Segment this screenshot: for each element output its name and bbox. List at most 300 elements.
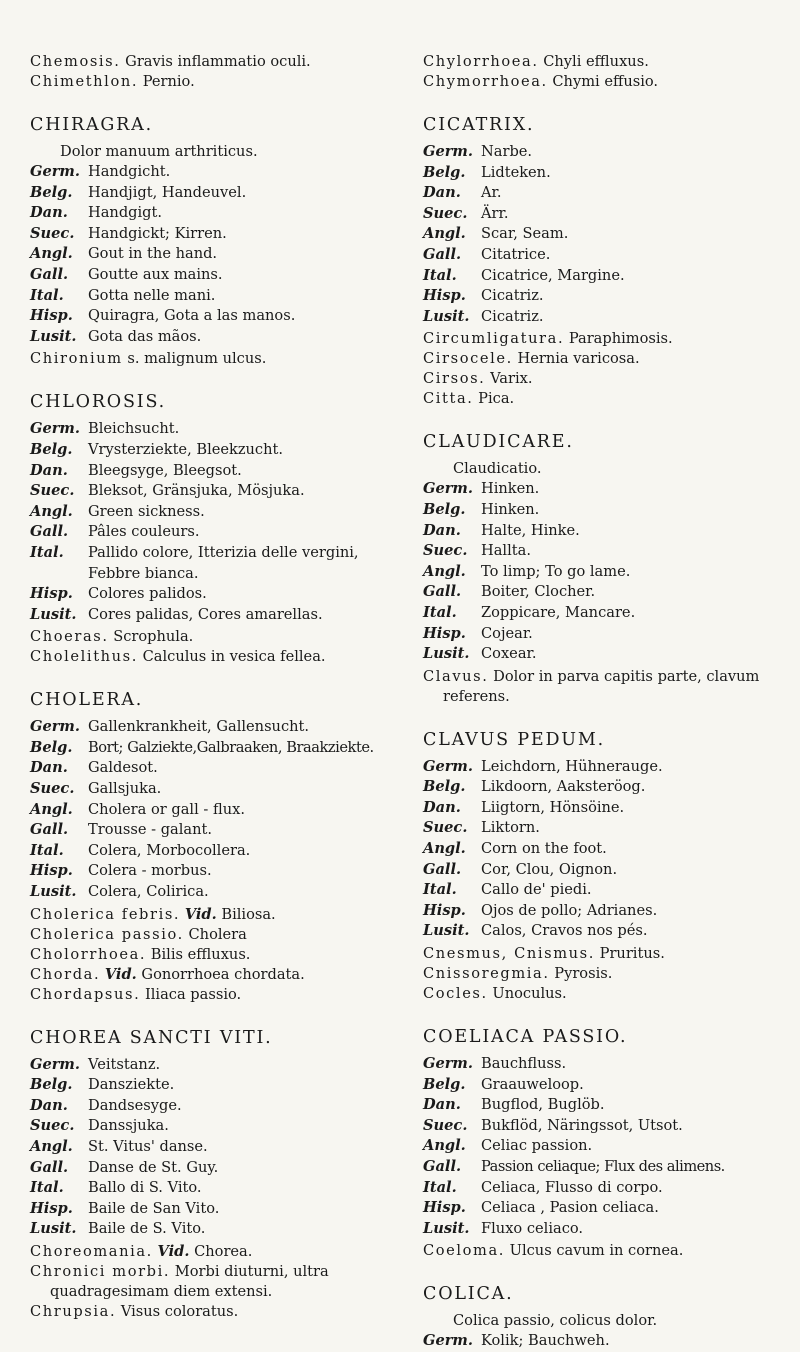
translation-text: Goutte aux mains.	[88, 265, 223, 283]
translation-text: Halte, Hinke.	[481, 521, 580, 539]
translation-text: Danssjuka.	[88, 1117, 169, 1135]
entry-term: Choreomania.	[30, 1242, 153, 1260]
translation-text: Boiter, Clocher.	[481, 583, 596, 601]
translation-row	[30, 584, 398, 605]
entry-definition: Gonorrhoea chordata.	[141, 965, 305, 983]
translation-row	[423, 479, 795, 500]
translation-row	[30, 183, 398, 204]
language-label: Angl.	[30, 245, 73, 263]
translation-row	[30, 1219, 398, 1240]
translation-row	[30, 461, 398, 482]
language-label: Ital.	[423, 881, 457, 899]
translation-text: Gota das mãos.	[88, 327, 202, 345]
entry-definition: Varix.	[490, 370, 533, 388]
entry-term: Citta.	[423, 390, 474, 408]
language-label: Belg.	[423, 163, 466, 181]
section-description: Claudicatio.	[453, 460, 542, 478]
translation-text: Callo de' piedi.	[481, 881, 592, 899]
entry-term: Chimethlon.	[30, 73, 139, 90]
language-label: Gall.	[423, 1158, 462, 1175]
translation-row	[423, 142, 795, 163]
translation-row	[423, 1219, 795, 1240]
translation-list	[423, 1331, 795, 1352]
entry-term: Chemosis.	[30, 53, 121, 70]
language-label: Gall.	[423, 583, 462, 601]
translation-row	[30, 522, 398, 543]
language-label: Suec.	[423, 204, 468, 222]
translation-row	[423, 500, 795, 521]
translation-text: Colera, Morbocollera.	[88, 841, 251, 859]
translation-text: Dandsesyge.	[88, 1096, 182, 1114]
language-label: Ital.	[30, 1179, 64, 1197]
translation-row	[30, 1096, 398, 1117]
translation-row	[30, 779, 398, 800]
translation-row	[30, 841, 398, 862]
entry-definition: Chorea.	[194, 1242, 253, 1260]
language-label: Angl.	[423, 840, 466, 858]
language-label: Germ.	[423, 480, 473, 498]
translation-row	[30, 820, 398, 841]
entry-line	[30, 72, 398, 92]
entry-definition: Calculus in vesica fellea.	[142, 648, 326, 666]
language-label: Suec.	[423, 1116, 468, 1134]
section-heading-coeliaca-passio: COELIACA PASSIO.	[423, 1027, 628, 1048]
translation-row	[30, 224, 398, 245]
translation-text: Pallido colore, Itterizia delle vergini, Febbre bianca.	[88, 543, 359, 582]
language-label: Suec.	[30, 224, 75, 242]
see-reference: Vid.	[104, 965, 137, 983]
translation-row	[423, 818, 795, 839]
translation-text: Bleegsyge, Bleegsot.	[88, 461, 242, 479]
see-reference: Vid.	[157, 1242, 190, 1260]
translation-text: Handgickt; Kirren.	[88, 224, 227, 242]
entry-term: Chylorrhoea.	[423, 53, 539, 70]
translation-text: Handgicht.	[88, 163, 171, 180]
language-label: Gall.	[30, 1158, 69, 1176]
translation-text: Lidteken.	[481, 163, 551, 181]
entry-term: Cholerica febris.	[30, 905, 181, 923]
entry-line	[30, 965, 398, 985]
translation-text: Cicatriz.	[481, 287, 544, 305]
translation-list	[423, 142, 795, 327]
section-heading-colica: COLICA.	[423, 1284, 514, 1305]
entry-definition: Ulcus cavum in cornea.	[509, 1242, 684, 1260]
entry-definition: Cholera	[188, 925, 247, 943]
translation-row	[423, 204, 795, 225]
entry-line	[30, 945, 398, 965]
translation-row	[423, 880, 795, 901]
entry-line	[30, 925, 398, 945]
translation-row	[30, 800, 398, 821]
entry-definition: Dolor in parva capitis parte, clavum referens.	[443, 667, 760, 705]
translation-row	[423, 521, 795, 542]
entry-term: Clavus.	[423, 667, 489, 685]
language-label: Germ.	[30, 718, 80, 736]
translation-text: Cor, Clou, Oignon.	[481, 860, 618, 878]
translation-list	[30, 162, 398, 347]
translation-row	[423, 1054, 795, 1075]
translation-text: Handgigt.	[88, 204, 163, 222]
translation-row	[423, 777, 795, 798]
language-label: Dan.	[30, 1096, 68, 1114]
translation-row	[30, 244, 398, 265]
entry-term: Cocles.	[423, 985, 488, 1003]
entry-line	[30, 1242, 398, 1262]
translation-text: Ar.	[481, 184, 502, 202]
language-label: Lusit.	[423, 1219, 470, 1237]
translation-row	[30, 203, 398, 224]
entry-definition: Paraphimosis.	[568, 330, 673, 348]
entry-line	[30, 349, 398, 369]
entry-line	[423, 369, 795, 389]
entry-term: Choeras.	[30, 628, 109, 646]
translation-row	[423, 603, 795, 624]
translation-row	[423, 860, 795, 881]
entry-definition: Pruritus.	[599, 945, 665, 963]
language-label: Suec.	[423, 819, 468, 837]
translation-row	[423, 921, 795, 942]
translation-row	[423, 183, 795, 204]
entry-line	[423, 944, 795, 964]
translation-list	[30, 1055, 398, 1240]
entry-definition: Morbi diuturni, ultra quadragesimam diem extensi.	[50, 1262, 329, 1300]
translation-text: Kolik; Bauchweh.	[481, 1332, 610, 1350]
translation-text: Coxear.	[481, 645, 537, 663]
translation-text: Celiaca, Flusso di corpo.	[481, 1178, 663, 1196]
translation-row	[30, 543, 398, 584]
translation-row	[30, 738, 398, 759]
translation-row	[423, 224, 795, 245]
translation-text: Scar, Seam.	[481, 225, 569, 243]
entry-definition: Visus coloratus.	[120, 1302, 239, 1320]
entry-line	[30, 985, 398, 1005]
entry-term: Coeloma.	[423, 1242, 506, 1260]
translation-text: Gallsjuka.	[88, 780, 162, 798]
translation-text: Quiragra, Gota a las manos.	[88, 307, 296, 325]
translation-row	[30, 502, 398, 523]
translation-text: Ballo di S. Vito.	[88, 1179, 202, 1197]
translation-text: Cicatriz.	[481, 307, 544, 325]
translation-row	[423, 562, 795, 583]
translation-row	[423, 757, 795, 778]
translation-row	[30, 1055, 398, 1076]
entry-term: Cirsocele.	[423, 350, 513, 368]
translation-row	[30, 1158, 398, 1179]
language-label: Ital.	[30, 841, 64, 859]
translation-row	[423, 798, 795, 819]
translation-row	[30, 717, 398, 738]
entry-term: Circumligatura.	[423, 330, 565, 348]
entry-line	[423, 52, 795, 72]
language-label: Ital.	[30, 543, 64, 561]
translation-list	[423, 1054, 795, 1239]
language-label: Germ.	[30, 420, 80, 438]
translation-list	[30, 419, 398, 625]
entry-term: Chymorrhoea.	[423, 73, 548, 90]
translation-row	[30, 419, 398, 440]
translation-row	[30, 1137, 398, 1158]
section-heading-cicatrix: CICATRIX.	[423, 115, 535, 135]
translation-text: Green sickness.	[88, 502, 205, 520]
translation-row	[30, 162, 398, 183]
language-label: Lusit.	[423, 307, 470, 325]
entry-term: Cirsos.	[423, 370, 486, 388]
right-column	[423, 52, 795, 1352]
translation-row	[423, 286, 795, 307]
entry-definition: Pica.	[478, 390, 515, 408]
translation-text: St. Vitus' danse.	[88, 1138, 208, 1155]
translation-text: Galdesot.	[88, 759, 158, 777]
language-label: Suec.	[30, 1117, 75, 1135]
translation-row	[30, 1075, 398, 1096]
language-label: Dan.	[423, 798, 461, 816]
section-heading-cholera: CHOLERA.	[30, 690, 144, 711]
language-label: Angl.	[30, 502, 73, 520]
translation-text: Corn on the foot.	[481, 840, 607, 858]
entry-term: Chordapsus.	[30, 985, 141, 1003]
entry-line	[30, 1302, 398, 1322]
language-label: Hisp.	[423, 901, 466, 919]
entry-term: Cholorrhoea.	[30, 945, 147, 963]
translation-text: Baile de San Vito.	[88, 1199, 220, 1217]
translation-text: Hallta.	[481, 542, 531, 560]
entry-definition: Pernio.	[142, 73, 195, 90]
language-label: Germ.	[423, 143, 473, 160]
entry-term: Cnissoregmia.	[423, 965, 550, 983]
translation-row	[30, 882, 398, 903]
translation-row	[423, 644, 795, 665]
entry-line	[423, 72, 795, 92]
entry-term: Chorda.	[30, 965, 101, 983]
language-label: Gall.	[423, 860, 462, 878]
translation-row	[30, 286, 398, 307]
translation-text: Colera - morbus.	[88, 862, 212, 880]
translation-text: Liigtorn, Hönsöine.	[481, 798, 625, 816]
translation-text: Hinken.	[481, 480, 540, 498]
language-label: Ital.	[423, 1178, 457, 1196]
translation-text: Trousse - galant.	[88, 821, 213, 839]
entry-line	[30, 905, 398, 925]
language-label: Germ.	[423, 1055, 473, 1073]
language-label: Angl.	[423, 562, 466, 580]
translation-text: Gallenkrankheit, Gallensucht.	[88, 718, 310, 736]
entry-term: Chrupsia.	[30, 1302, 117, 1320]
translation-text: Hinken.	[481, 500, 540, 518]
translation-row	[30, 1178, 398, 1199]
language-label: Hisp.	[30, 585, 73, 603]
language-label: Hisp.	[30, 307, 73, 325]
translation-text: Dansziekte.	[88, 1076, 175, 1094]
translation-text: Bugflod, Buglöb.	[481, 1096, 605, 1114]
entry-definition: s. malignum ulcus.	[127, 350, 267, 368]
translation-row	[423, 624, 795, 645]
language-label: Lusit.	[30, 883, 77, 901]
translation-text: Citatrice.	[481, 245, 551, 263]
translation-text: Leichdorn, Hühnerauge.	[481, 757, 663, 775]
translation-text: Liktorn.	[481, 819, 540, 837]
entry-line	[423, 349, 795, 369]
entry-line	[423, 964, 795, 984]
language-label: Ital.	[423, 603, 457, 621]
entry-definition: Chyli effluxus.	[543, 53, 649, 70]
language-label: Dan.	[30, 204, 68, 222]
language-label: Ital.	[423, 266, 457, 284]
translation-row	[423, 1136, 795, 1157]
entry-definition: Iliaca passio.	[144, 985, 242, 1003]
translation-text: Gotta nelle mani.	[88, 286, 216, 304]
entry-definition: Hernia varicosa.	[517, 350, 640, 368]
language-label: Belg.	[423, 778, 466, 796]
language-label: Belg.	[423, 1075, 466, 1093]
translation-text: Graauweloop.	[481, 1075, 584, 1093]
entry-term: Cholelithus.	[30, 648, 138, 666]
translation-text: Gout in the hand.	[88, 245, 218, 263]
section-heading-chorea: CHOREA SANCTI VITI.	[30, 1027, 273, 1048]
translation-row	[423, 1075, 795, 1096]
language-label: Germ.	[30, 163, 80, 180]
language-label: Dan.	[423, 521, 461, 539]
translation-text: Cores palidas, Cores amarellas.	[88, 605, 323, 623]
translation-row	[423, 245, 795, 266]
translation-row	[423, 163, 795, 184]
translation-text: Bort; Galziekte,Galbraaken, Braakziekte.	[88, 738, 374, 756]
see-reference: Vid.	[184, 905, 217, 923]
language-label: Dan.	[30, 461, 68, 479]
translation-text: Likdoorn, Aaksteröog.	[481, 778, 646, 796]
translation-list	[423, 479, 795, 664]
translation-text: Bleichsucht.	[88, 420, 180, 438]
language-label: Hisp.	[30, 862, 73, 880]
section-description: Dolor manuum arthriticus.	[60, 143, 258, 160]
translation-row	[30, 758, 398, 779]
translation-text: Celiaca , Pasion celiaca.	[481, 1199, 659, 1217]
language-label: Gall.	[423, 245, 462, 263]
left-column	[30, 52, 398, 1322]
translation-text: Veitstanz.	[88, 1055, 161, 1073]
entry-definition: Biliosa.	[221, 905, 276, 923]
translation-text: Pâles couleurs.	[88, 523, 200, 541]
entry-line	[423, 984, 795, 1004]
entry-definition: Gravis inflammatio oculi.	[125, 53, 311, 70]
section-heading-chlorosis: CHLOROSIS.	[30, 392, 166, 413]
translation-text: Baile de S. Vito.	[88, 1220, 206, 1238]
translation-row	[30, 306, 398, 327]
entry-definition: Bilis effluxus.	[150, 945, 251, 963]
entry-term: Cnesmus, Cnismus.	[423, 945, 595, 963]
language-label: Angl.	[30, 1138, 73, 1155]
language-label: Belg.	[30, 440, 73, 458]
entry-line	[423, 1241, 795, 1261]
language-label: Gall.	[30, 265, 69, 283]
translation-row	[30, 440, 398, 461]
entry-line	[423, 389, 795, 409]
translation-text: Colera, Colirica.	[88, 883, 209, 901]
entry-term: Chironium	[30, 350, 123, 368]
translation-text: Fluxo celiaco.	[481, 1219, 584, 1237]
translation-row	[423, 1331, 795, 1352]
translation-row	[423, 1178, 795, 1199]
translation-row	[423, 1198, 795, 1219]
translation-text: Bleksot, Gränsjuka, Mösjuka.	[88, 482, 305, 500]
language-label: Dan.	[423, 184, 461, 202]
language-label: Lusit.	[30, 327, 77, 345]
translation-text: Narbe.	[481, 143, 533, 160]
language-label: Hisp.	[423, 624, 466, 642]
translation-row	[423, 541, 795, 562]
translation-text: Passion celiaque; Flux des alimens.	[481, 1158, 725, 1175]
language-label: Dan.	[30, 759, 68, 777]
translation-text: To limp; To go lame.	[481, 562, 631, 580]
translation-text: Danse de St. Guy.	[88, 1158, 219, 1176]
language-label: Suec.	[30, 780, 75, 798]
entry-line	[423, 329, 795, 349]
translation-text: Bauchfluss.	[481, 1055, 567, 1073]
translation-row	[30, 605, 398, 626]
translation-row	[30, 481, 398, 502]
translation-row	[30, 1199, 398, 1220]
language-label: Dan.	[423, 1096, 461, 1114]
language-label: Ital.	[30, 286, 64, 304]
section-heading-chiragra: CHIRAGRA.	[30, 115, 153, 135]
translation-text: Bukflöd, Näringssot, Utsot.	[481, 1116, 683, 1134]
translation-text: Ojos de pollo; Adrianes.	[481, 901, 658, 919]
entry-term: Cholerica passio.	[30, 925, 184, 943]
language-label: Hisp.	[423, 1199, 466, 1217]
translation-row	[423, 266, 795, 287]
entry-definition: Scrophula.	[113, 628, 194, 646]
entry-line	[30, 52, 398, 72]
translation-text: Calos, Cravos nos pés.	[481, 922, 648, 940]
translation-text: Colores palidos.	[88, 585, 207, 603]
translation-row	[30, 1116, 398, 1137]
language-label: Belg.	[30, 738, 73, 756]
entry-definition: Chymi effusio.	[552, 73, 659, 90]
translation-text: Handjigt, Handeuvel.	[88, 183, 247, 201]
language-label: Angl.	[30, 800, 73, 818]
translation-text: Ärr.	[481, 204, 509, 222]
translation-text: Cholera or gall - flux.	[88, 800, 245, 818]
language-label: Lusit.	[423, 922, 470, 940]
entry-line	[30, 647, 398, 667]
entry-line	[30, 1262, 398, 1302]
translation-text: Celiac passion.	[481, 1137, 593, 1155]
entry-definition: Pyrosis.	[554, 965, 613, 983]
translation-row	[423, 582, 795, 603]
translation-list	[423, 757, 795, 942]
translation-row	[423, 839, 795, 860]
section-heading-claudicare: CLAUDICARE.	[423, 432, 574, 453]
entry-definition: Unoculus.	[492, 985, 567, 1003]
translation-row	[423, 1157, 795, 1178]
entry-term: Chronici morbi.	[30, 1262, 171, 1280]
language-label: Lusit.	[423, 645, 470, 663]
language-label: Belg.	[423, 500, 466, 518]
entry-line	[423, 667, 795, 707]
language-label: Angl.	[423, 1137, 466, 1155]
language-label: Lusit.	[30, 1220, 77, 1238]
translation-row	[423, 1116, 795, 1137]
translation-row	[423, 1095, 795, 1116]
language-label: Hisp.	[423, 287, 466, 305]
language-label: Hisp.	[30, 1199, 73, 1217]
language-label: Belg.	[30, 1076, 73, 1094]
language-label: Angl.	[423, 225, 466, 243]
language-label: Suec.	[30, 482, 75, 500]
translation-row	[423, 901, 795, 922]
translation-row	[30, 861, 398, 882]
language-label: Gall.	[30, 523, 69, 541]
language-label: Suec.	[423, 542, 468, 560]
